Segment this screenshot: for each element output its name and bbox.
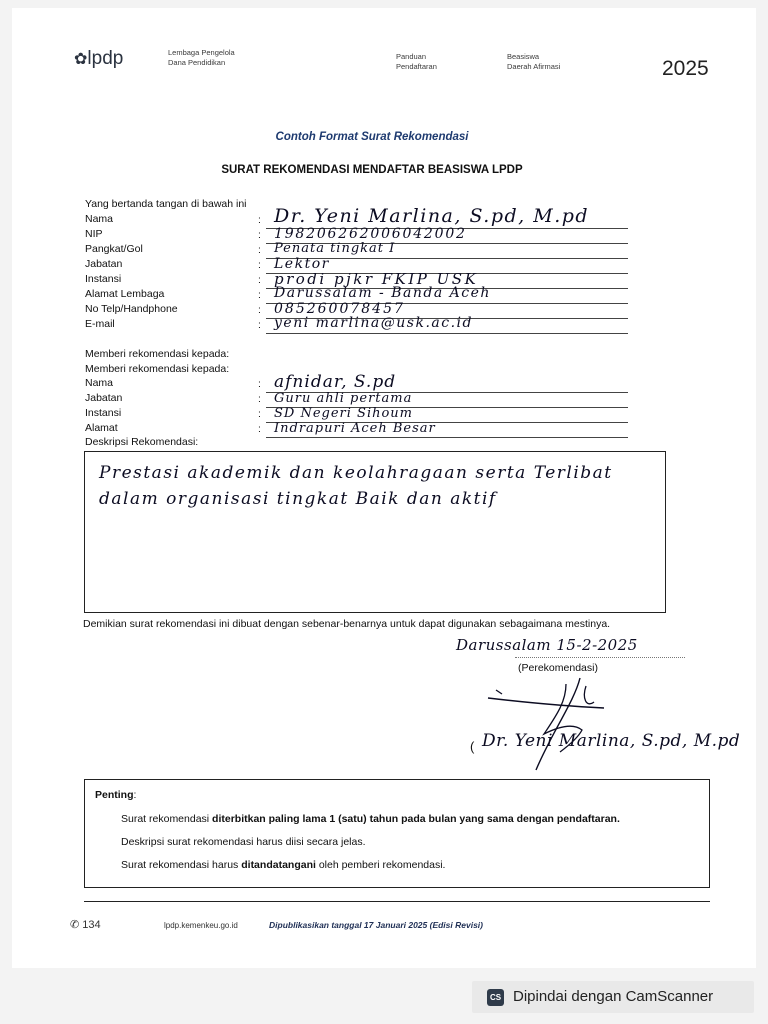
signature-role: (Perekomendasi) (518, 662, 598, 674)
signer-value-email: yeni marlina@usk.ac.id (274, 315, 473, 331)
footer-website: lpdp.kemenkeu.go.id (164, 921, 238, 930)
signer-value-nip: 198206262006042002 (274, 226, 467, 242)
colon: : (258, 229, 261, 241)
recipient-value-jabatan: Guru ahli pertama (274, 391, 413, 406)
colon: : (258, 423, 261, 435)
colon: : (258, 244, 261, 256)
phone-icon: ✆ (70, 919, 80, 931)
recipient-value-nama: afnidar, S.pd (274, 372, 397, 392)
signer-label-instansi: Instansi (85, 273, 122, 285)
description-label: Deskripsi Rekomendasi: (85, 436, 199, 448)
header-org-line1: Lembaga Pengelola (168, 48, 235, 57)
header-scholarship-line2: Daerah Afirmasi (507, 62, 561, 71)
signer-value-nama: Dr. Yeni Marlina, S.pd, M.pd (274, 205, 590, 227)
header-guide (396, 52, 437, 72)
recipient-intro-1: Memberi rekomendasi kepada: (85, 348, 230, 360)
recipient-label-instansi: Instansi (85, 407, 122, 419)
recipient-label-alamat: Alamat (85, 422, 118, 434)
colon: : (258, 214, 261, 226)
camscanner-text: Dipindai dengan CamScanner (513, 988, 714, 1005)
signer-label-email: E-mail (85, 318, 115, 330)
colon: : (258, 393, 261, 405)
camscanner-logo-icon: CS (487, 989, 504, 1006)
document-page (12, 8, 756, 968)
signer-label-jabatan: Jabatan (85, 258, 123, 270)
signature-name: Dr. Yeni Marlina, S.pd, M.pd (482, 731, 741, 751)
signer-value-instansi: prodi pjkr FKIP USK (274, 270, 479, 288)
header-scholarship (507, 52, 560, 72)
colon: : (258, 304, 261, 316)
lpdp-bird-logo-icon: ✿ (74, 51, 88, 68)
signature-paren: ( (470, 739, 475, 754)
closing-statement: Demikian surat rekomendasi ini dibuat dengan sebenar-benarnya untuk dapat digunakan sebagaimana mestinya. (83, 618, 611, 630)
header-guide-line2: Pendaftaran (396, 62, 437, 71)
field-line (266, 437, 628, 438)
signer-label-telp: No Telp/Handphone (85, 303, 178, 315)
description-box (84, 451, 666, 613)
recipient-label-jabatan: Jabatan (85, 392, 123, 404)
important-note-1: Surat rekomendasi diterbitkan paling lama 1 (satu) tahun pada bulan yang sama dengan pendaftaran. (121, 813, 620, 825)
document-subtitle: Contoh Format Surat Rekomendasi (275, 131, 469, 143)
header-year: 2025 (662, 57, 709, 80)
field-line (266, 333, 628, 334)
page-number: 134 (82, 919, 101, 931)
colon: : (258, 289, 261, 301)
colon: : (258, 274, 261, 286)
logo-text: lpdp (87, 48, 124, 69)
recipient-label-nama: Nama (85, 377, 114, 389)
document-title: SURAT REKOMENDASI MENDAFTAR BEASISWA LPDP (221, 164, 523, 176)
signer-value-telp: 085260078457 (274, 301, 405, 317)
colon: : (258, 408, 261, 420)
header-org (168, 48, 235, 68)
date-dotted-line (515, 657, 685, 658)
footer-page (70, 918, 101, 931)
signer-label-alamat-lembaga: Alamat Lembaga (85, 288, 165, 300)
signer-label-nip: NIP (85, 228, 103, 240)
colon: : (258, 259, 261, 271)
lpdp-logo (74, 48, 123, 70)
important-title: Penting: (95, 789, 137, 801)
signer-intro: Yang bertanda tangan di bawah ini (85, 198, 247, 210)
signature-place-date: Darussalam 15-2-2025 (456, 636, 638, 654)
colon: : (258, 319, 261, 331)
recipient-value-instansi: SD Negeri Sihoum (274, 406, 414, 421)
header-org-line2: Dana Pendidikan (168, 58, 226, 67)
signer-value-jabatan: Lektor (274, 256, 330, 272)
signer-label-nama: Nama (85, 213, 114, 225)
colon: : (258, 378, 261, 390)
footer-published: Dipublikasikan tanggal 17 Januari 2025 (Edisi Revisi) (269, 920, 483, 930)
important-note-2: Deskripsi surat rekomendasi harus diisi secara jelas. (121, 836, 366, 848)
important-box (84, 779, 710, 888)
handwritten-signature (482, 672, 612, 776)
camscanner-badge (472, 981, 754, 1013)
header-guide-line1: Panduan (396, 52, 427, 61)
header-scholarship-line1: Beasiswa (507, 52, 540, 61)
recipient-intro-2: Memberi rekomendasi kepada: (85, 363, 230, 375)
signer-label-pangkat: Pangkat/Gol (85, 243, 143, 255)
signer-value-alamat-lembaga: Darussalam - Banda Aceh (274, 285, 491, 301)
description-text: Prestasi akademik dan keolahragaan serta Terlibat dalam organisasi tingkat Baik dan aktif (99, 463, 613, 509)
footer-rule (84, 901, 710, 902)
signer-value-pangkat: Penata tingkat I (274, 241, 396, 256)
recipient-value-alamat: Indrapuri Aceh Besar (274, 421, 436, 436)
important-note-3: Surat rekomendasi harus ditandatangani oleh pemberi rekomendasi. (121, 859, 446, 871)
